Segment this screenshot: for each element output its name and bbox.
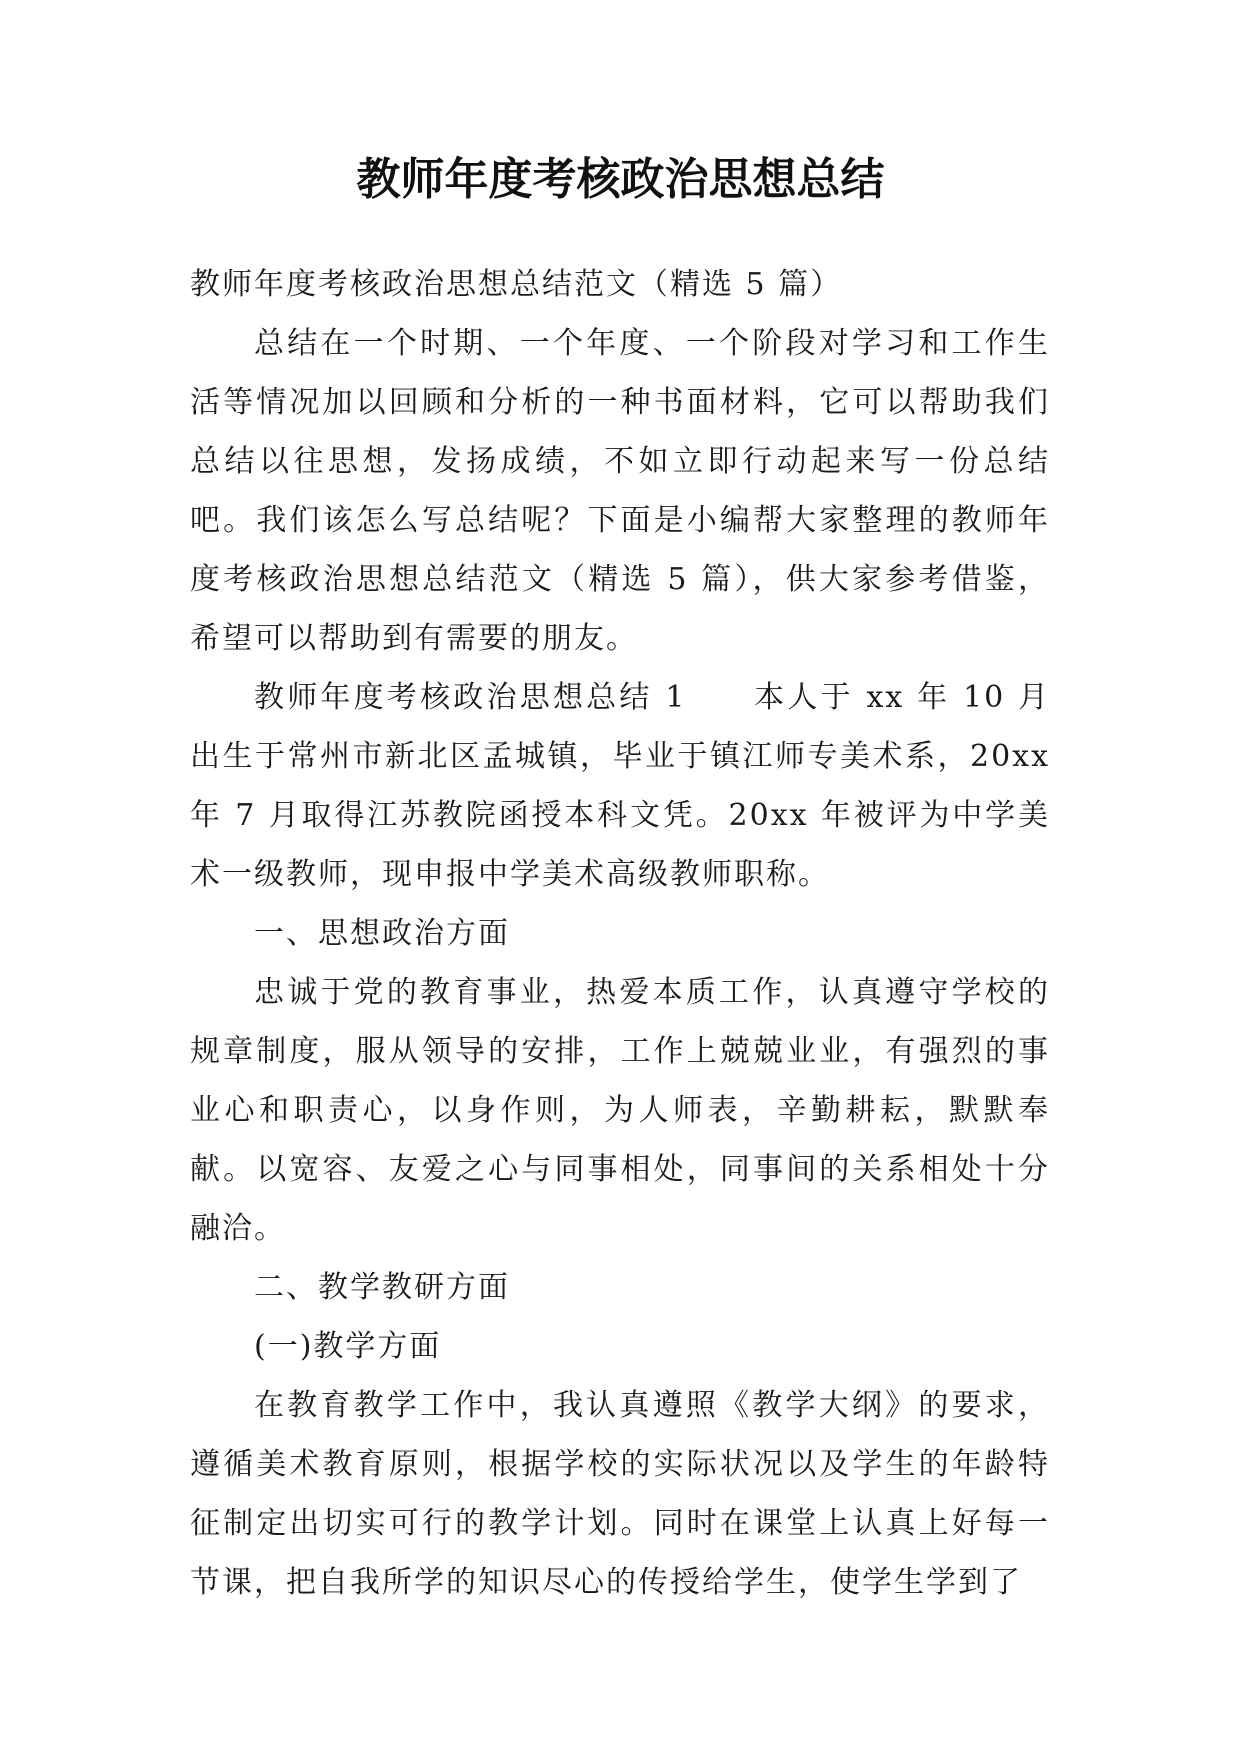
section-heading-politics: 一、思想政治方面 [254, 916, 510, 951]
document-title: 教师年度考核政治思想总结 [356, 154, 885, 205]
subtitle-paragraph: 教师年度考核政治思想总结范文（精选 5 篇） [190, 267, 843, 302]
document-body [190, 255, 1050, 1612]
intro-paragraph: 总结在一个时期、一个年度、一个阶段对学习和工作生活等情况加以回顾和分析的一种书面材料，它可以帮助我们总结以往思想，发扬成绩，不如立即行动起来写一份总结吧。我们该怎么写总结呢？下面是小编帮大家整理的教师年度考核政治思想总结范文（精选 5 篇），供大家参考借鉴，希望可以帮助到有需要的朋友。 [190, 326, 1050, 656]
subsection-heading-teaching: (一)教学方面 [254, 1329, 442, 1364]
section-heading-teaching-research: 二、教学教研方面 [254, 1270, 510, 1305]
summary-1-paragraph: 教师年度考核政治思想总结 1 本人于 xx 年 10 月出生于常州市新北区孟城镇，毕业于镇江师专美术系，20xx 年 7 月取得江苏教院函授本科文凭。20xx 年被评为中学美术一级教师，现申报中学美术高级教师职称。 [190, 680, 1050, 892]
teaching-paragraph: 在教育教学工作中，我认真遵照《教学大纲》的要求，遵循美术教育原则，根据学校的实际状况以及学生的年龄特征制定出切实可行的教学计划。同时在课堂上认真上好每一节课，把自我所学的知识尽心的传授给学生，使学生学到了 [190, 1388, 1050, 1600]
politics-paragraph: 忠诚于党的教育事业，热爱本质工作，认真遵守学校的规章制度，服从领导的安排，工作上兢兢业业，有强烈的事业心和职责心，以身作则，为人师表，辛勤耕耘，默默奉献。以宽容、友爱之心与同事相处，同事间的关系相处十分融洽。 [190, 975, 1050, 1246]
